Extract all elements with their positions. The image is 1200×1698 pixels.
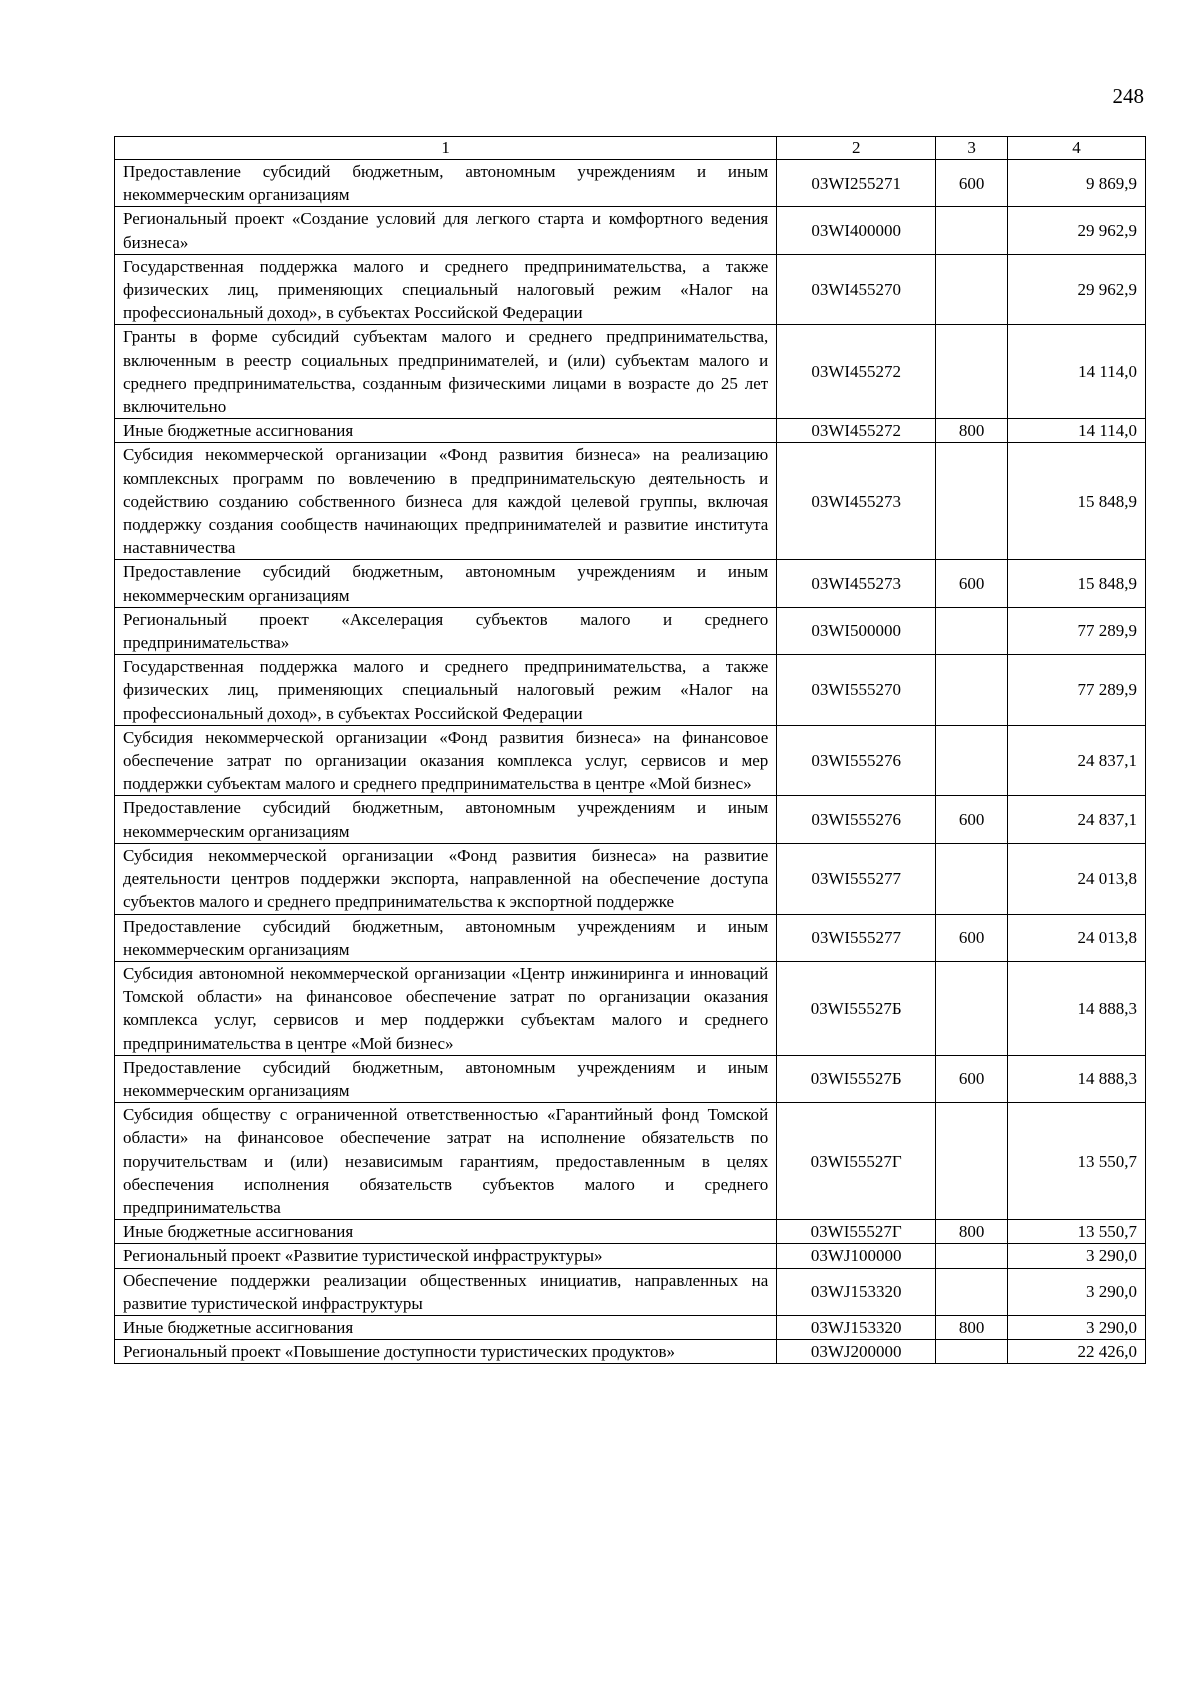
amount-cell: 29 962,9 xyxy=(1008,254,1146,325)
table-row xyxy=(115,207,1146,254)
table-header xyxy=(115,137,1146,160)
code-cell: 03WJ153320 xyxy=(777,1268,936,1315)
amount-cell: 77 289,9 xyxy=(1008,655,1146,726)
table-row xyxy=(115,796,1146,843)
type-cell: 600 xyxy=(936,914,1008,961)
name-cell: Субсидия некоммерческой организации «Фонд развития бизнеса» на развитие деятельности центров поддержки экспорта, направленной на обеспечение доступа субъектов малого и среднего предпринимательства к экспортной поддержке xyxy=(115,843,777,914)
name-cell: Региональный проект «Создание условий для легкого старта и комфортного ведения бизнеса» xyxy=(115,207,777,254)
type-cell: 800 xyxy=(936,419,1008,443)
code-cell: 03WI555276 xyxy=(777,725,936,796)
amount-cell: 22 426,0 xyxy=(1008,1340,1146,1364)
code-cell: 03WI55527Г xyxy=(777,1103,936,1220)
name-cell: Субсидия некоммерческой организации «Фонд развития бизнеса» на реализацию комплексных программ по вовлечению в предпринимательскую деятельность и содействию созданию собственного бизнеса для каждой целевой группы, включая поддержку создания сообществ начинающих предпринимателей и развитие института наставничества xyxy=(115,443,777,560)
name-cell: Предоставление субсидий бюджетным, автономным учреждениям и иным некоммерческим организациям xyxy=(115,914,777,961)
header-row xyxy=(115,137,1146,160)
type-cell xyxy=(936,655,1008,726)
table-row xyxy=(115,961,1146,1055)
code-cell: 03WI455270 xyxy=(777,254,936,325)
table-row xyxy=(115,1315,1146,1339)
amount-cell: 13 550,7 xyxy=(1008,1103,1146,1220)
code-cell: 03WI455273 xyxy=(777,443,936,560)
name-cell: Региональный проект «Развитие туристической инфраструктуры» xyxy=(115,1244,777,1268)
name-cell: Иные бюджетные ассигнования xyxy=(115,419,777,443)
type-cell: 600 xyxy=(936,796,1008,843)
table-row xyxy=(115,160,1146,207)
name-cell: Региональный проект «Повышение доступности туристических продуктов» xyxy=(115,1340,777,1364)
table-row xyxy=(115,914,1146,961)
code-cell: 03WI255271 xyxy=(777,160,936,207)
amount-cell: 24 013,8 xyxy=(1008,843,1146,914)
type-cell: 600 xyxy=(936,1055,1008,1102)
table-row xyxy=(115,254,1146,325)
header-cell: 1 xyxy=(115,137,777,160)
amount-cell: 14 888,3 xyxy=(1008,961,1146,1055)
amount-cell: 3 290,0 xyxy=(1008,1244,1146,1268)
name-cell: Гранты в форме субсидий субъектам малого и среднего предпринимательства, включенным в реестр социальных предпринимателей, и (или) субъектам малого и среднего предпринимательства, созданным физическими лицами в возрасте до 25 лет включительно xyxy=(115,325,777,419)
amount-cell: 3 290,0 xyxy=(1008,1268,1146,1315)
code-cell: 03WI455272 xyxy=(777,419,936,443)
amount-cell: 14 114,0 xyxy=(1008,419,1146,443)
name-cell: Государственная поддержка малого и среднего предпринимательства, а также физических лиц, применяющих специальный налоговый режим «Налог на профессиональный доход», в субъектах Российской Федерации xyxy=(115,254,777,325)
type-cell: 800 xyxy=(936,1220,1008,1244)
type-cell xyxy=(936,325,1008,419)
code-cell: 03WI455273 xyxy=(777,560,936,607)
amount-cell: 14 888,3 xyxy=(1008,1055,1146,1102)
amount-cell: 24 837,1 xyxy=(1008,725,1146,796)
table-row xyxy=(115,1268,1146,1315)
name-cell: Предоставление субсидий бюджетным, автономным учреждениям и иным некоммерческим организациям xyxy=(115,160,777,207)
name-cell: Субсидия обществу с ограниченной ответственностью «Гарантийный фонд Томской области» на финансовое обеспечение затрат на исполнение обязательств по поручительствам и (или) независимым гарантиям, предоставленным в целях обеспечения исполнения обязательств субъектов малого и среднего предпринимательства xyxy=(115,1103,777,1220)
name-cell: Предоставление субсидий бюджетным, автономным учреждениям и иным некоммерческим организациям xyxy=(115,1055,777,1102)
amount-cell: 29 962,9 xyxy=(1008,207,1146,254)
amount-cell: 24 013,8 xyxy=(1008,914,1146,961)
name-cell: Субсидия некоммерческой организации «Фонд развития бизнеса» на финансовое обеспечение затрат по организации оказания комплекса услуг, сервисов и мер поддержки субъектам малого и среднего предпринимательства в центре «Мой бизнес» xyxy=(115,725,777,796)
code-cell: 03WI555277 xyxy=(777,843,936,914)
table-row xyxy=(115,419,1146,443)
name-cell: Государственная поддержка малого и среднего предпринимательства, а также физических лиц, применяющих специальный налоговый режим «Налог на профессиональный доход», в субъектах Российской Федерации xyxy=(115,655,777,726)
type-cell: 600 xyxy=(936,160,1008,207)
table-row xyxy=(115,1103,1146,1220)
type-cell xyxy=(936,961,1008,1055)
table-row xyxy=(115,1055,1146,1102)
name-cell: Субсидия автономной некоммерческой организации «Центр инжиниринга и инноваций Томской области» на финансовое обеспечение затрат по организации оказания комплекса услуг, сервисов и мер поддержки субъектам малого и среднего предпринимательства в центре «Мой бизнес» xyxy=(115,961,777,1055)
code-cell: 03WI400000 xyxy=(777,207,936,254)
name-cell: Обеспечение поддержки реализации общественных инициатив, направленных на развитие туристической инфраструктуры xyxy=(115,1268,777,1315)
code-cell: 03WI500000 xyxy=(777,607,936,654)
code-cell: 03WI455272 xyxy=(777,325,936,419)
table-row xyxy=(115,443,1146,560)
amount-cell: 13 550,7 xyxy=(1008,1220,1146,1244)
name-cell: Предоставление субсидий бюджетным, автономным учреждениям и иным некоммерческим организациям xyxy=(115,796,777,843)
type-cell: 600 xyxy=(936,560,1008,607)
amount-cell: 24 837,1 xyxy=(1008,796,1146,843)
name-cell: Региональный проект «Акселерация субъектов малого и среднего предпринимательства» xyxy=(115,607,777,654)
code-cell: 03WI55527Г xyxy=(777,1220,936,1244)
type-cell xyxy=(936,443,1008,560)
type-cell xyxy=(936,725,1008,796)
type-cell: 800 xyxy=(936,1315,1008,1339)
table-row xyxy=(115,843,1146,914)
amount-cell: 14 114,0 xyxy=(1008,325,1146,419)
type-cell xyxy=(936,1244,1008,1268)
code-cell: 03WI55527Б xyxy=(777,961,936,1055)
code-cell: 03WJ100000 xyxy=(777,1244,936,1268)
code-cell: 03WJ200000 xyxy=(777,1340,936,1364)
name-cell: Предоставление субсидий бюджетным, автономным учреждениям и иным некоммерческим организациям xyxy=(115,560,777,607)
table-body xyxy=(115,160,1146,1364)
amount-cell: 15 848,9 xyxy=(1008,560,1146,607)
table-row xyxy=(115,607,1146,654)
type-cell xyxy=(936,607,1008,654)
table-row xyxy=(115,1244,1146,1268)
type-cell xyxy=(936,843,1008,914)
table-row xyxy=(115,655,1146,726)
type-cell xyxy=(936,1268,1008,1315)
type-cell xyxy=(936,1103,1008,1220)
table-row xyxy=(115,725,1146,796)
amount-cell: 3 290,0 xyxy=(1008,1315,1146,1339)
table-row xyxy=(115,325,1146,419)
table-row xyxy=(115,1340,1146,1364)
code-cell: 03WI555277 xyxy=(777,914,936,961)
name-cell: Иные бюджетные ассигнования xyxy=(115,1315,777,1339)
type-cell xyxy=(936,1340,1008,1364)
budget-table xyxy=(114,136,1146,1364)
amount-cell: 15 848,9 xyxy=(1008,443,1146,560)
code-cell: 03WI555270 xyxy=(777,655,936,726)
name-cell: Иные бюджетные ассигнования xyxy=(115,1220,777,1244)
amount-cell: 77 289,9 xyxy=(1008,607,1146,654)
table-row xyxy=(115,1220,1146,1244)
header-cell: 3 xyxy=(936,137,1008,160)
table-row xyxy=(115,560,1146,607)
code-cell: 03WJ153320 xyxy=(777,1315,936,1339)
page-number: 248 xyxy=(1112,84,1144,108)
amount-cell: 9 869,9 xyxy=(1008,160,1146,207)
type-cell xyxy=(936,207,1008,254)
header-cell: 2 xyxy=(777,137,936,160)
type-cell xyxy=(936,254,1008,325)
code-cell: 03WI555276 xyxy=(777,796,936,843)
header-cell: 4 xyxy=(1008,137,1146,160)
code-cell: 03WI55527Б xyxy=(777,1055,936,1102)
